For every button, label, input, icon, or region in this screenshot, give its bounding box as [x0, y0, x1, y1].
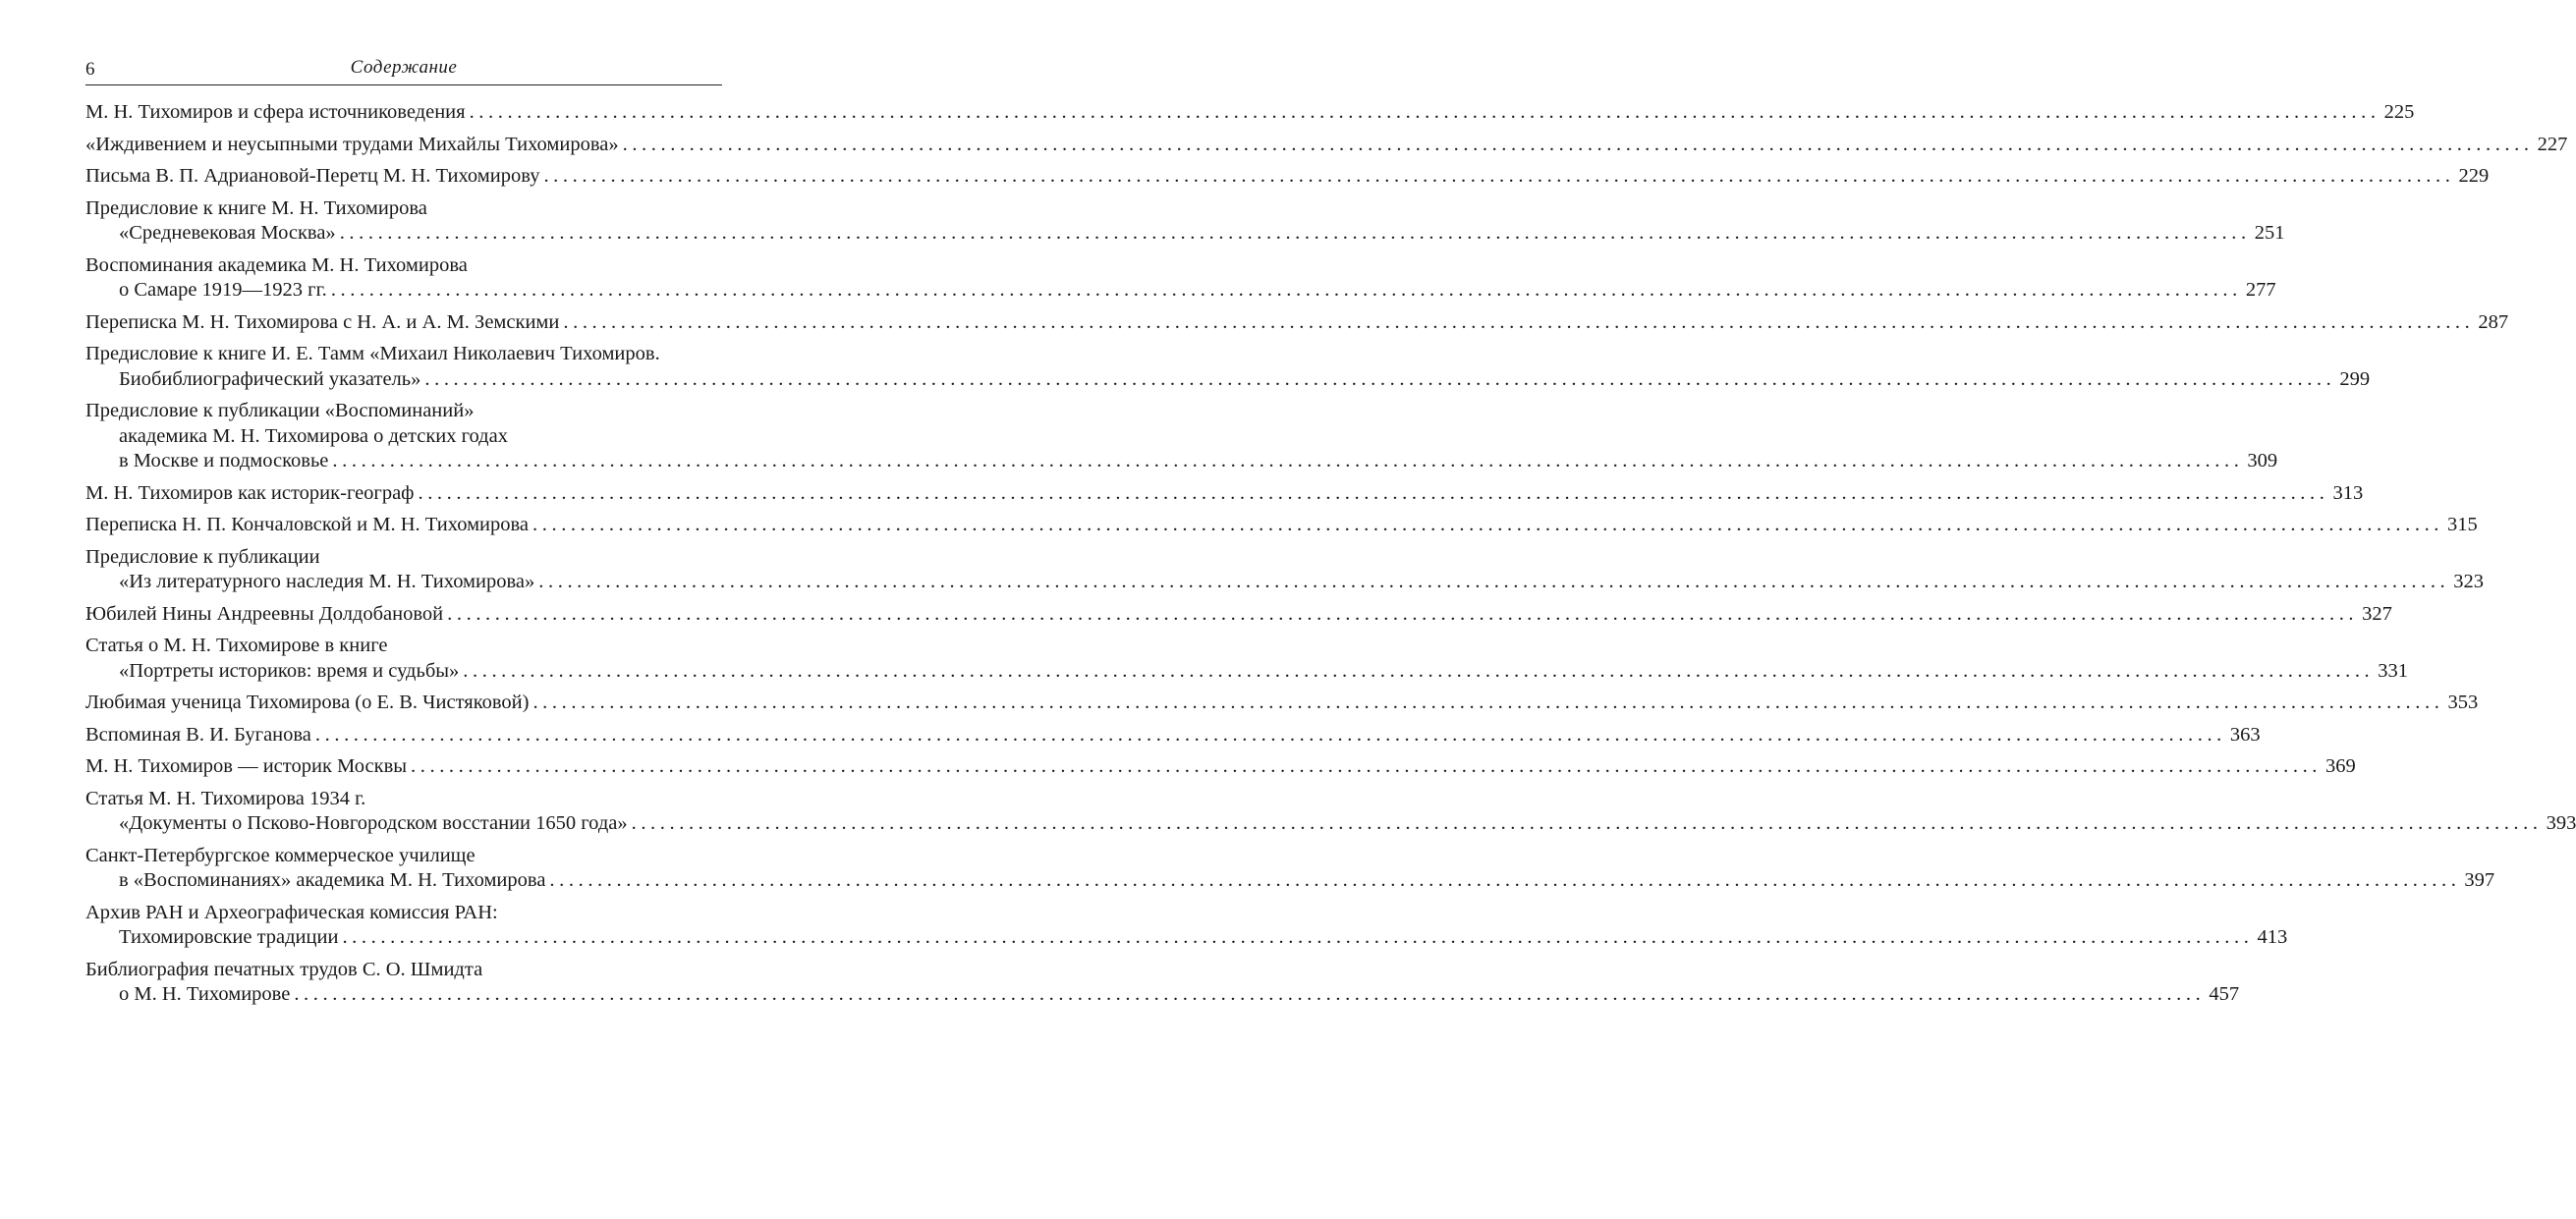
toc-entry-title-text: в Москве и подмосковье — [119, 450, 329, 471]
dot-leader: ........................................................................................................................................................................................................ — [294, 983, 2206, 1005]
dot-leader: ........................................................................................................................................................................................................ — [549, 869, 2461, 891]
toc-entry — [85, 196, 2285, 247]
toc-entry-title-text: «Из литературного наследия М. Н. Тихомирова» — [119, 571, 535, 592]
dot-leader: ........................................................................................................................................................................................................ — [411, 755, 2323, 777]
toc-entry-title-text: Юбилей Нины Андреевны Долдобановой — [85, 602, 444, 625]
toc-entry — [85, 844, 2495, 894]
dot-leader: ........................................................................................................................................................................................................ — [622, 133, 2534, 155]
dot-leader: ........................................................................................................................................................................................................ — [418, 481, 2329, 504]
toc-page-number: 323 — [2453, 571, 2485, 592]
toc-entry-title-text: о Самаре 1919—1923 гг. — [119, 279, 327, 301]
toc-entry-title-text: М. Н. Тихомиров и сфера источниковедения — [85, 101, 466, 123]
toc-entry-last-line — [85, 659, 2409, 685]
toc-entry-last-line — [85, 811, 2576, 837]
toc-entry-title-text: Библиография печатных трудов С. О. Шмидта — [85, 958, 483, 980]
toc-entry-title-text: о М. Н. Тихомирове — [119, 983, 291, 1005]
toc-entry-title-text: Архив РАН и Археографическая комиссия РАН: — [85, 901, 498, 923]
toc-page-number: 315 — [2447, 514, 2478, 535]
toc-entry — [85, 164, 2490, 190]
toc-page-number: 287 — [2478, 310, 2509, 333]
toc-entry-title-text: Предисловие к публикации «Воспоминаний» — [85, 400, 475, 421]
toc-entry-title-text: Биобиблиографический указатель» — [119, 367, 421, 390]
toc-entry-last-line — [85, 133, 2568, 158]
toc-entry — [85, 342, 2371, 392]
toc-entry-title-text: академика М. Н. Тихомирова о детских годах — [119, 424, 508, 447]
toc-entry-last-line — [85, 513, 2478, 538]
dot-leader: ........................................................................................................................................................................................................ — [631, 812, 2543, 834]
toc-entry-title-line — [85, 399, 717, 424]
dot-leader: ........................................................................................................................................................................................................ — [563, 310, 2475, 333]
toc-page-number: 313 — [2332, 481, 2364, 504]
toc-entry — [85, 754, 2356, 780]
page-header — [85, 57, 722, 85]
toc-entry-title-line — [85, 342, 717, 367]
toc-entry-title-text: Переписка М. Н. Тихомирова с Н. А. и А. М. Земскими — [85, 310, 560, 333]
toc-page-number: 299 — [2339, 367, 2371, 390]
toc-entry — [85, 310, 2509, 336]
toc-entry-last-line — [85, 100, 2415, 126]
toc-page-number: 363 — [2229, 723, 2261, 746]
toc-entry-last-line — [85, 449, 2278, 474]
toc-entry — [85, 691, 2479, 716]
toc-entry-last-line — [85, 723, 2261, 748]
toc-entry-title-text: «Иждивением и неусыпными трудами Михайлы Тихомирова» — [85, 133, 619, 155]
toc-entry-last-line — [85, 164, 2490, 190]
toc-page-number: 309 — [2247, 450, 2278, 471]
toc-entry-title-line — [85, 901, 717, 926]
dot-leader: ........................................................................................................................................................................................................ — [332, 450, 2244, 471]
dot-leader: ........................................................................................................................................................................................................ — [447, 602, 2359, 625]
toc-entry-title-text: Статья М. Н. Тихомирова 1934 г. — [85, 787, 366, 809]
toc-entry-title-text: в «Воспоминаниях» академика М. Н. Тихомирова — [119, 869, 546, 891]
toc-page-number: 331 — [2378, 659, 2409, 682]
toc-entry-title-text: Переписка Н. П. Кончаловской и М. Н. Тихомирова — [85, 514, 530, 535]
toc-entry-last-line — [85, 691, 2479, 716]
toc-entry — [85, 100, 2415, 126]
toc-entry-title-text: «Портреты историков: время и судьбы» — [119, 659, 460, 682]
toc-entry — [85, 602, 2392, 628]
toc-entry-last-line — [85, 754, 2356, 780]
dot-leader: ........................................................................................................................................................................................................ — [463, 659, 2375, 682]
toc-entry-last-line — [85, 278, 2276, 304]
toc-entry-title-line — [85, 196, 717, 222]
toc-entry-title-text: Тихомировские традиции — [119, 926, 339, 948]
toc-entry — [85, 958, 2240, 1008]
toc-page-number: 225 — [2383, 101, 2415, 123]
toc-entry-title-text: М. Н. Тихомиров как историк-географ — [85, 481, 415, 504]
toc-entry-title-line — [85, 253, 717, 279]
table-of-contents — [85, 100, 2576, 1015]
toc-entry — [85, 787, 2576, 837]
toc-entry-title-text: «Средневековая Москва» — [119, 222, 336, 244]
dot-leader: ........................................................................................................................................................................................................ — [339, 222, 2251, 244]
toc-entry-title-line — [85, 634, 717, 659]
dot-leader: ........................................................................................................................................................................................................ — [538, 571, 2450, 592]
toc-page-number: 229 — [2458, 165, 2490, 187]
toc-page-number: 227 — [2537, 133, 2568, 155]
dot-leader: ........................................................................................................................................................................................................ — [330, 279, 2242, 301]
toc-entry — [85, 901, 2288, 951]
toc-entry-title-line — [85, 545, 717, 571]
toc-entry-title-text: Предисловие к публикации — [85, 545, 320, 568]
toc-entry-title-line — [85, 424, 717, 450]
toc-entry-last-line — [85, 570, 2485, 595]
dot-leader: ........................................................................................................................................................................................................ — [424, 367, 2336, 390]
toc-page-number: 413 — [2257, 926, 2288, 948]
toc-entry — [85, 513, 2478, 538]
toc-entry — [85, 634, 2409, 684]
toc-entry — [85, 399, 2278, 474]
running-title: Содержание — [350, 57, 458, 78]
dot-leader: ........................................................................................................................................................................................................ — [342, 926, 2254, 948]
page-number: 6 — [85, 59, 95, 80]
toc-entry-title-text: «Документы о Псково-Новгородском восстании 1650 года» — [119, 812, 628, 834]
toc-entry — [85, 481, 2364, 507]
toc-entry-last-line — [85, 602, 2392, 628]
toc-page-number: 327 — [2362, 602, 2392, 625]
toc-page-number: 457 — [2209, 983, 2240, 1005]
toc-entry-title-text: Любимая ученица Тихомирова (о Е. В. Чистяковой) — [85, 692, 530, 713]
toc-entry-last-line — [85, 310, 2509, 336]
toc-entry-title-text: Вспоминая В. И. Буганова — [85, 723, 311, 746]
toc-page-number: 353 — [2447, 692, 2479, 713]
toc-entry-title-line — [85, 787, 717, 812]
toc-page-number: 277 — [2245, 279, 2276, 301]
toc-page-number: 369 — [2325, 755, 2356, 777]
toc-entry — [85, 133, 2568, 158]
toc-entry-title-text: Санкт-Петербургское коммерческое училище — [85, 844, 476, 866]
toc-entry-title-text: Предисловие к книге М. Н. Тихомирова — [85, 196, 427, 219]
dot-leader: ........................................................................................................................................................................................................ — [532, 514, 2444, 535]
toc-entry-last-line — [85, 868, 2495, 894]
toc-page-number: 393 — [2546, 812, 2576, 834]
toc-entry-title-line — [85, 844, 717, 869]
toc-entry-last-line — [85, 367, 2371, 393]
toc-entry-last-line — [85, 221, 2285, 247]
toc-entry — [85, 723, 2261, 748]
dot-leader: ........................................................................................................................................................................................................ — [543, 165, 2455, 187]
toc-entry-last-line — [85, 925, 2288, 951]
toc-entry — [85, 545, 2485, 595]
toc-entry-title-text: Письма В. П. Адриановой-Перетц М. Н. Тихомирову — [85, 165, 540, 187]
toc-page-number: 251 — [2254, 222, 2285, 244]
toc-entry-title-text: Воспоминания академика М. Н. Тихомирова — [85, 253, 468, 276]
toc-entry — [85, 253, 2276, 304]
toc-entry-last-line — [85, 982, 2240, 1008]
toc-entry-title-line — [85, 958, 717, 983]
toc-entry-title-text: Предисловие к книге И. Е. Тамм «Михаил Николаевич Тихомиров. — [85, 343, 660, 364]
dot-leader: ........................................................................................................................................................................................................ — [532, 692, 2444, 713]
toc-entry-title-text: Статья о М. Н. Тихомирове в книге — [85, 635, 388, 656]
toc-entry-last-line — [85, 481, 2364, 507]
dot-leader: ........................................................................................................................................................................................................ — [314, 723, 2226, 746]
dot-leader: ........................................................................................................................................................................................................ — [469, 101, 2380, 123]
toc-entry-title-text: М. Н. Тихомиров — историк Москвы — [85, 755, 408, 777]
toc-page-number: 397 — [2464, 869, 2495, 891]
